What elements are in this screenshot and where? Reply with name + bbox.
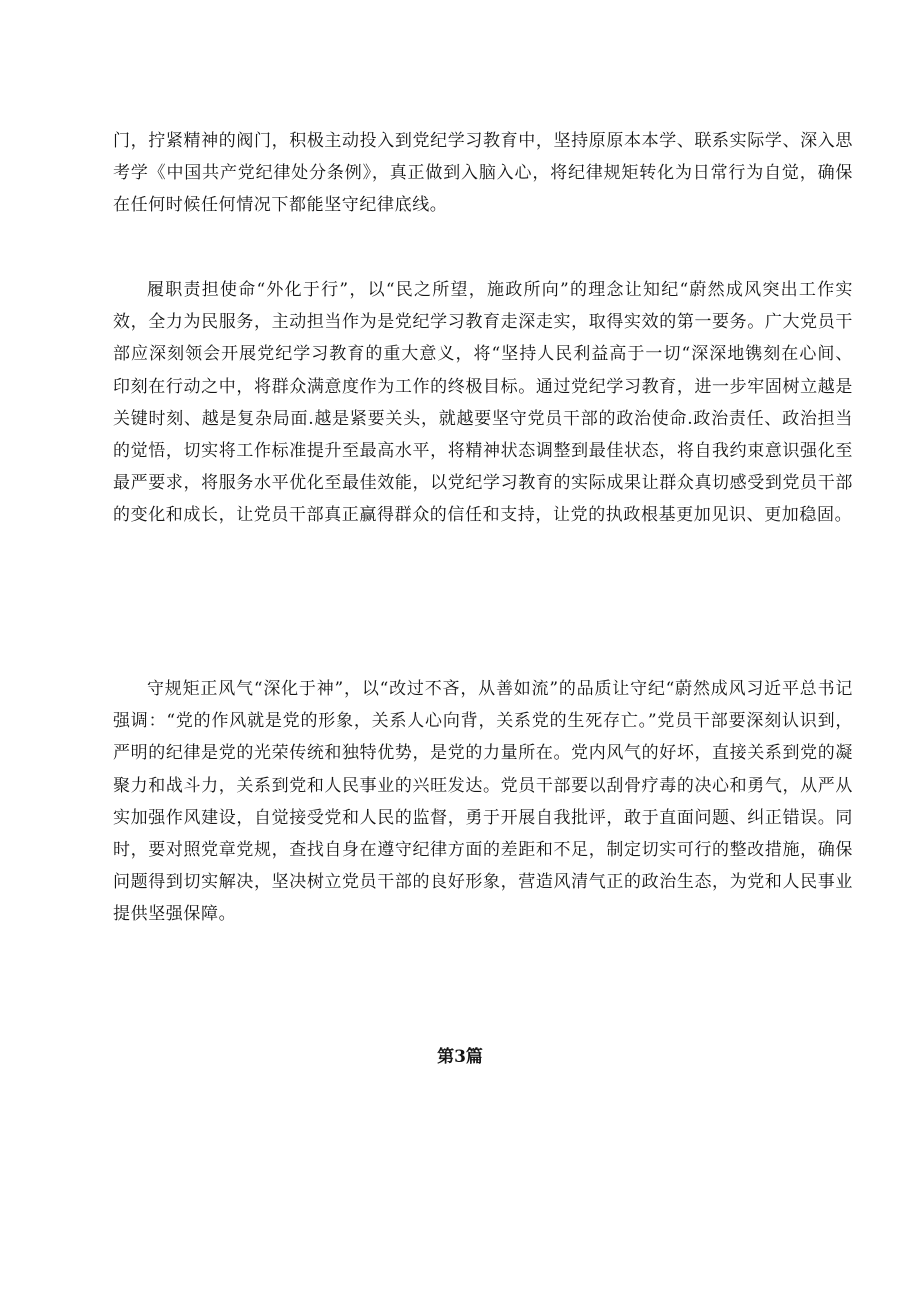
paragraph-duty-responsibility: 履职责担使命“外化于行”，以“民之所望，施政所向”的理念让知纪“蔚然成风突出工作实效，全力为民服务，主动担当作为是党纪学习教育走深走实，取得实效的第一要务。广大党员干部应深刻领会开展党纪学习教育的重大意义，将“坚持人民利益高于一切“深深地镌刻在心间、印刻在行动之中，将群众满意度作为工作的终极目标。通过党纪学习教育，进一步牢固树立越是关键时刻、越是复杂局面.越是紧要关头，就越要坚守党员干部的政治使命.政治责任、政治担当的觉悟，切实将工作标准提升至最高水平，将精神状态调整到最佳状态，将自我约束意识强化至最严要求，将服务水平优化至最佳效能，以党纪学习教育的实际成果让群众真切感受到党员干部的变化和成长，让党员干部真正赢得群众的信任和支持，让党的执政根基更加见识、更加稳固。	[113, 280, 853, 526]
section-heading: 第3篇	[437, 1047, 483, 1067]
paragraph-rules-conduct: 守规矩正风气“深化于神”，以“改过不吝，从善如流”的品质让守纪“蔚然成风习近平总书记强调：“党的作风就是党的形象，关系人心向背，关系党的生死存亡。”党员干部要深刻认识到，严明的纪律是党的光荣传统和独特优势，是党的力量所在。党内风气的好坏，直接关系到党的凝聚力和战斗力，关系到党和人民事业的兴旺发达。党员干部要以刮骨疗毒的决心和勇气，从严从实加强作风建设，自觉接受党和人民的监督，勇于开展自我批评，敢于直面问题、纠正错误。同时，要对照党章党规，查找自身在遵守纪律方面的差距和不足，制定切实可行的整改措施，确保问题得到切实解决，坚决树立党员干部的良好形象，营造风清气正的政治生态，为党和人民事业提供坚强保障。	[113, 679, 853, 925]
paragraph-continued: 门，拧紧精神的阀门，积极主动投入到党纪学习教育中，坚持原原本本学、联系实际学、深入思考学《中国共产党纪律处分条例》，真正做到入脑入心，将纪律规矩转化为日常行为自觉，确保在任何时候任何情况下都能坚守纪律底线。	[113, 131, 853, 216]
